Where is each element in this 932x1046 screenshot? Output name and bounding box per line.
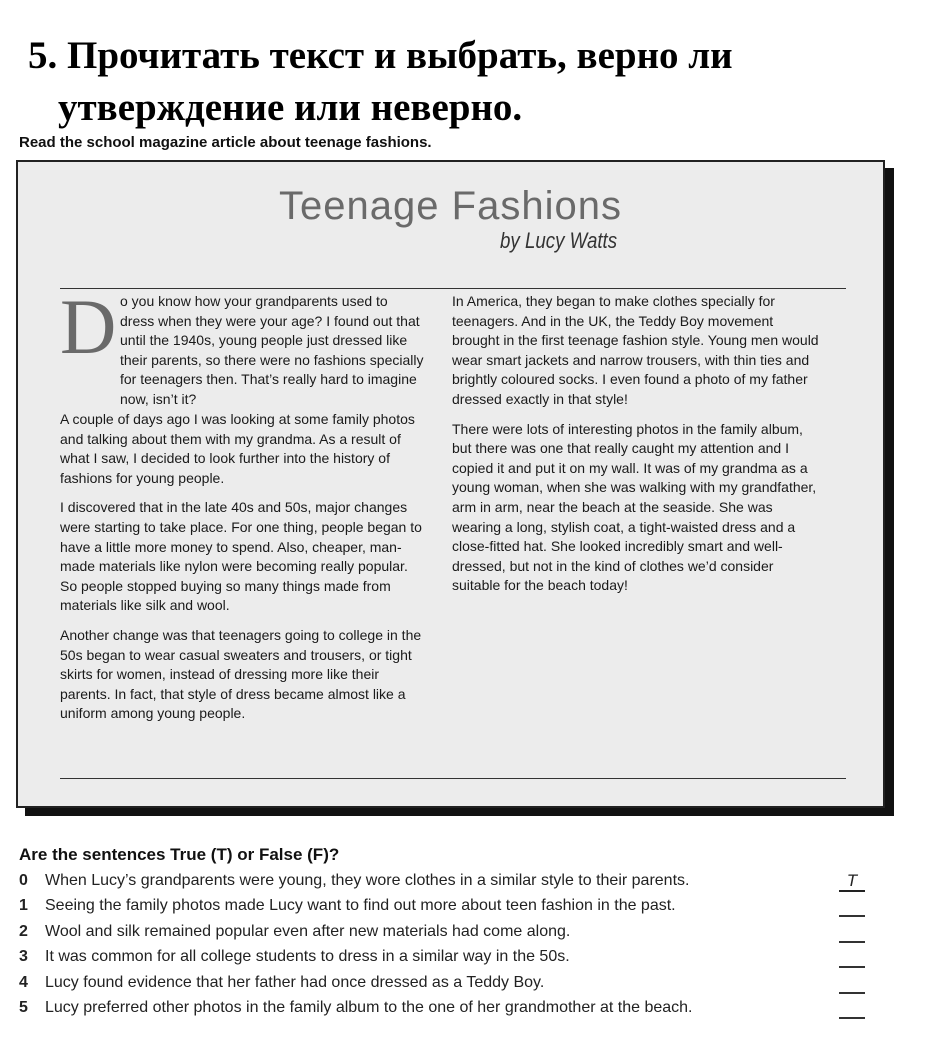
article-right-column xyxy=(452,292,822,606)
questions-heading: Are the sentences True (T) or False (F)? xyxy=(19,845,340,864)
question-row xyxy=(19,946,899,971)
question-number: 2 xyxy=(19,922,28,940)
bottom-divider xyxy=(60,778,846,779)
intro-paragraph xyxy=(60,283,424,410)
question-text: Lucy found evidence that her father had once dressed as a Teddy Boy. xyxy=(45,973,545,991)
question-row xyxy=(19,997,899,1022)
question-number: 4 xyxy=(19,973,28,991)
question-number: 3 xyxy=(19,948,28,966)
question-number: 5 xyxy=(19,998,28,1016)
question-text: When Lucy’s grandparents were young, they wore clothes in a similar style to their parents. xyxy=(45,872,690,889)
intro-paragraph-text: o you know how your grandparents used to dress when they were your age? I found out that until the 1940s, young people just dressed like their parents, so there were no fashions specially for teenagers then. That’s really hard to imagine now, isn’t it? xyxy=(120,293,424,407)
question-text: It was common for all college students to dress in a similar way in the 50s. xyxy=(45,948,570,966)
question-list xyxy=(19,870,899,1022)
question-number: 0 xyxy=(19,872,28,889)
question-row xyxy=(19,921,899,946)
question-row xyxy=(19,972,899,997)
article-box xyxy=(16,160,885,808)
answer-blank[interactable] xyxy=(839,946,865,968)
article-paragraph: Another change was that teenagers going to college in the 50s began to wear casual sweaters and trousers, or tight skirts for women, instead of dressing more like their parents. In fact, that style of dress became almost like a uniform among young people. xyxy=(60,626,422,722)
question-row xyxy=(19,870,899,895)
article-byline: by Lucy Watts xyxy=(500,228,618,253)
instruction: Read the school magazine article about teenage fashions. xyxy=(19,134,432,151)
article-paragraph: There were lots of interesting photos in the family album, but there was one that really caught my attention and I copied it and put it on my wall. It was of my grandma as a young woman, when she was walking with my grandfather, arm in arm, near the beach at the seaside. She was wearing a long, stylish coat, a tight-waisted dress and a close-fitted hat. She looked incredibly smart and well-dressed, but not in the kind of clothes we’d consider suitable for the beach today! xyxy=(452,420,817,594)
article-title: Teenage Fashions xyxy=(279,184,622,228)
article-paragraph: In America, they began to make clothes specially for teenagers. And in the UK, the Teddy Boy movement brought in the first teenage fashion style. Young men would wear smart jackets and narrow trousers, with thin ties and brightly coloured socks. I even found a photo of my father dressed exactly in that style! xyxy=(452,293,819,407)
answer-blank[interactable] xyxy=(839,895,865,917)
top-divider xyxy=(60,288,846,289)
answer-blank[interactable] xyxy=(839,921,865,943)
article-paragraph: I discovered that in the late 40s and 50s, major changes were starting to take place. For one thing, people began to have a little more money to spend. Also, cheaper, man-made materials like nylon were becoming really popular. So people stopped buying so many things made from materials like silk and wool. xyxy=(60,499,422,614)
task-title xyxy=(28,30,908,134)
article-left-column xyxy=(60,283,424,734)
task-title-line2: утверждение или неверно. xyxy=(58,86,523,129)
drop-cap: D xyxy=(60,283,117,370)
question-number: 1 xyxy=(19,897,28,915)
answer-blank[interactable] xyxy=(839,997,865,1019)
question-text: Lucy preferred other photos in the family album to the one of her grandmother at the beach. xyxy=(45,998,693,1016)
question-text: Wool and silk remained popular even after new materials had come along. xyxy=(45,922,571,940)
task-title-line1: 5. Прочитать текст и выбрать, верно ли xyxy=(28,34,733,77)
article-paragraph: A couple of days ago I was looking at some family photos and talking about them with my grandma. As a result of what I saw, I decided to look further into the history of fashions for young people. xyxy=(60,411,415,486)
answer-blank[interactable] xyxy=(839,972,865,994)
question-row xyxy=(19,895,899,920)
question-text: Seeing the family photos made Lucy want to find out more about teen fashion in the past. xyxy=(45,897,676,915)
answer-blank[interactable]: T xyxy=(839,870,865,892)
